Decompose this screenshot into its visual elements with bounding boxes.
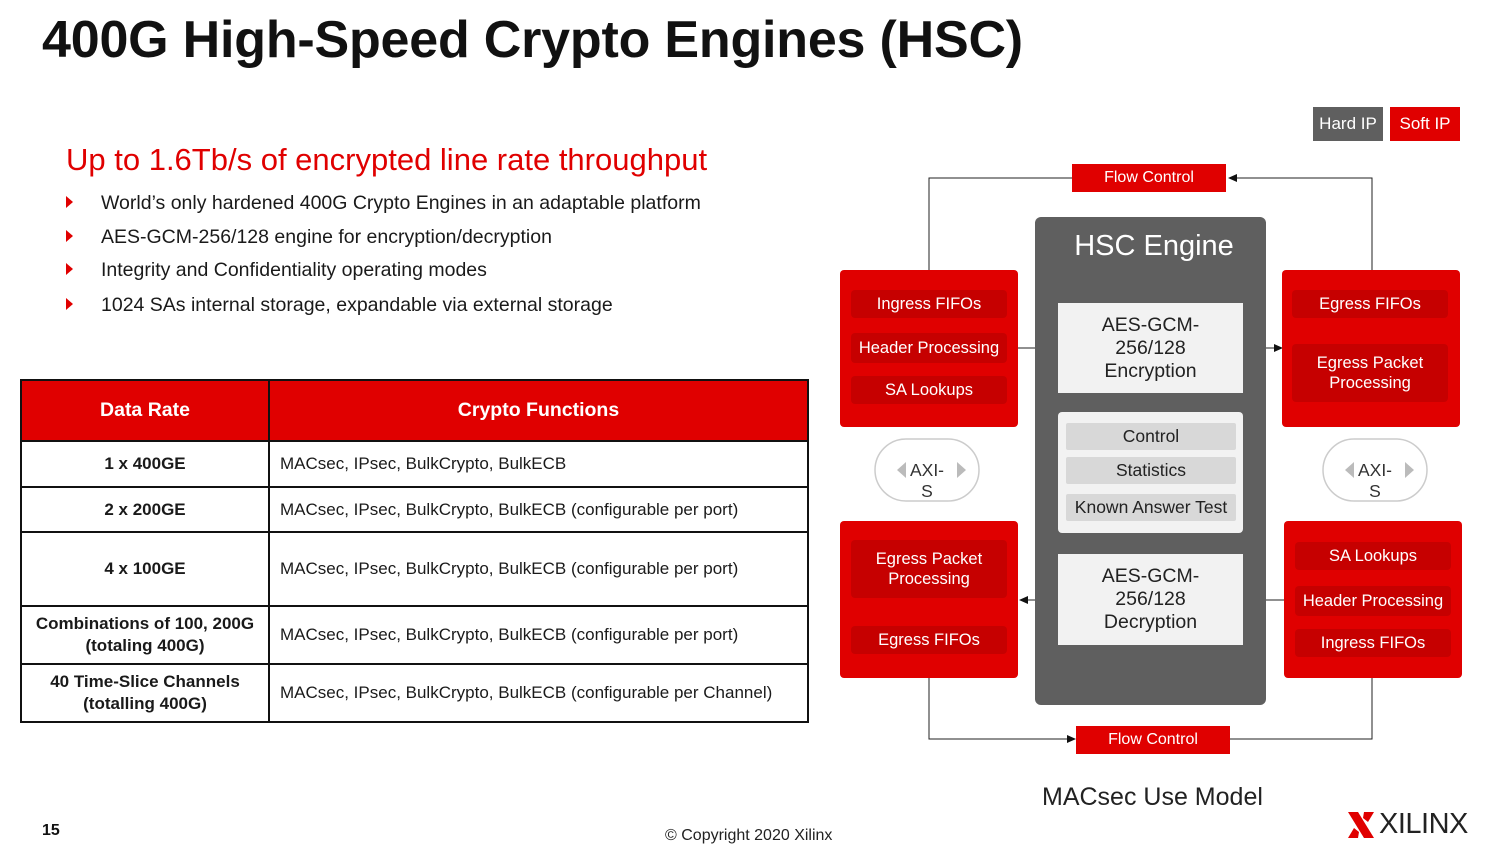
control-item: Control — [1066, 423, 1236, 450]
bullet-text: Integrity and Confidentiality operating modes — [101, 259, 487, 281]
axi-left-label: AXI-S — [909, 460, 945, 501]
hard-ip-legend: Hard IP — [1313, 107, 1383, 141]
ingress-fifos-left: Ingress FIFOs — [851, 290, 1007, 318]
decryption-block: AES-GCM-256/128 Decryption — [1058, 554, 1243, 645]
flow-control-top: Flow Control — [1072, 164, 1226, 192]
functions-cell: MACsec, IPsec, BulkCrypto, BulkECB (configurable per port) — [269, 606, 808, 664]
functions-cell: MACsec, IPsec, BulkCrypto, BulkECB (configurable per port) — [269, 532, 808, 606]
statistics-item: Statistics — [1066, 457, 1236, 484]
header-processing-left: Header Processing — [851, 333, 1007, 363]
copyright: © Copyright 2020 Xilinx — [665, 827, 833, 844]
soft-ip-legend: Soft IP — [1390, 107, 1460, 141]
sa-lookups-right: SA Lookups — [1295, 542, 1451, 570]
xilinx-logo — [1346, 808, 1472, 842]
rate-cell: 40 Time-Slice Channels (totalling 400G) — [21, 664, 269, 722]
diagram-caption: MACsec Use Model — [1042, 783, 1263, 811]
egress-fifos-right: Egress FIFOs — [1292, 290, 1448, 318]
rate-cell: 2 x 200GE — [21, 487, 269, 532]
functions-cell: MACsec, IPsec, BulkCrypto, BulkECB (configurable per Channel) — [269, 664, 808, 722]
functions-cell: MACsec, IPsec, BulkCrypto, BulkECB (configurable per port) — [269, 487, 808, 532]
sa-lookups-left: SA Lookups — [851, 376, 1007, 404]
rate-cell: 1 x 400GE — [21, 441, 269, 487]
xilinx-mark-icon — [1346, 810, 1376, 840]
encryption-block: AES-GCM-256/128 Encryption — [1058, 303, 1243, 393]
egress-fifos-left: Egress FIFOs — [851, 626, 1007, 654]
page-title: 400G High-Speed Crypto Engines (HSC) — [42, 11, 1023, 69]
page-number: 15 — [42, 822, 60, 839]
flow-control-bottom: Flow Control — [1076, 726, 1230, 754]
rate-cell: Combinations of 100, 200G (totaling 400G) — [21, 606, 269, 664]
xilinx-wordmark: XILINX — [1379, 808, 1468, 840]
egress-packet-processing-right: Egress Packet Processing — [1292, 344, 1448, 402]
known-answer-test-item: Known Answer Test — [1066, 494, 1236, 521]
engine-title: HSC Engine — [1074, 230, 1234, 262]
axi-right-label: AXI-S — [1357, 460, 1393, 501]
column-header-data-rate: Data Rate — [21, 380, 269, 441]
header-processing-right: Header Processing — [1295, 586, 1451, 616]
egress-packet-processing-left: Egress Packet Processing — [851, 540, 1007, 598]
bullet-text: World’s only hardened 400G Crypto Engines in an adaptable platform — [101, 192, 701, 214]
functions-cell: MACsec, IPsec, BulkCrypto, BulkECB — [269, 441, 808, 487]
ingress-fifos-right: Ingress FIFOs — [1295, 629, 1451, 657]
subtitle: Up to 1.6Tb/s of encrypted line rate throughput — [66, 142, 708, 177]
rate-cell: 4 x 100GE — [21, 532, 269, 606]
bullet-text: AES-GCM-256/128 engine for encryption/decryption — [101, 226, 552, 248]
bullet-text: 1024 SAs internal storage, expandable via external storage — [101, 294, 613, 316]
column-header-crypto-functions: Crypto Functions — [269, 380, 808, 441]
